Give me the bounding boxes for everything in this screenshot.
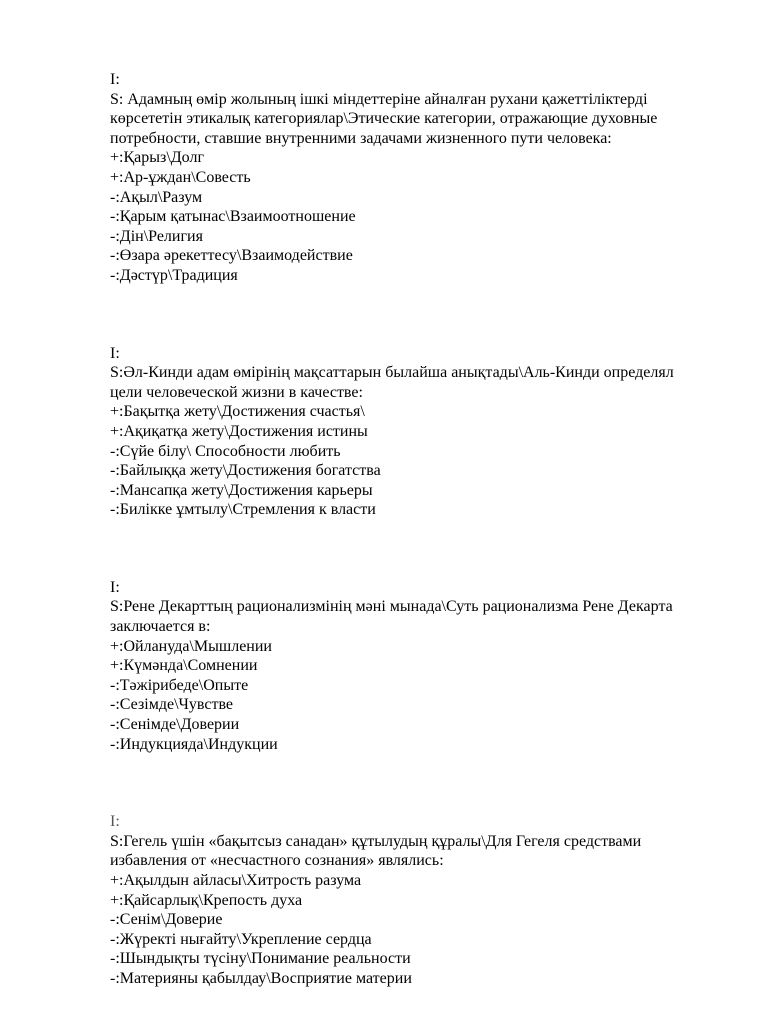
document-page: [110, 70, 710, 989]
question-block-3: [110, 578, 710, 754]
question-marker: I:: [110, 71, 120, 88]
answer-option-incorrect: -:Өзара әрекеттесу\Взаимодействие: [110, 247, 353, 265]
question-block-1: [110, 70, 710, 286]
answer-option-incorrect: -:Ақыл\Разум: [110, 188, 203, 206]
answer-option-incorrect: -:Материяны қабылдау\Восприятие материи: [110, 969, 412, 987]
answer-option-correct: +:Ойлануда\Мышлении: [110, 637, 272, 655]
answer-option-incorrect: -:Жүректі нығайту\Укрепление сердца: [110, 930, 372, 948]
answer-option-incorrect: -:Сенім\Доверие: [110, 911, 223, 929]
question-marker: I:: [110, 813, 120, 831]
answer-option-incorrect: -:Дін\Религия: [110, 227, 203, 245]
answer-option-correct: +:Бақытқа жету\Достижения счастья\: [110, 403, 365, 421]
question-block-2: [110, 344, 710, 520]
answer-option-incorrect: -:Дәстүр\Традиция: [110, 266, 238, 284]
question-stem: S:Рене Декарттың рационализмінің мәні мынада\Суть рационализма Рене Декарта заключается в:: [110, 598, 673, 636]
answer-option-incorrect: -:Сүйе білу\ Способности любить: [110, 442, 341, 460]
answer-option-incorrect: -:Билікке ұмтылу\Стремления к власти: [110, 501, 376, 519]
answer-option-correct: +:Қайсарлық\Крепость духа: [110, 891, 303, 909]
question-block-4: [110, 812, 710, 988]
answer-option-correct: +:Күмәнда\Сомнении: [110, 657, 258, 675]
question-stem: S:Әл-Кинди адам өмірінің мақсаттарын былайша анықтады\Аль-Кинди определял цели человеческой жизни в качестве:: [110, 364, 674, 401]
answer-option-incorrect: -:Тәжірибеде\Опыте: [110, 676, 249, 694]
answer-option-incorrect: -:Шындықты түсіну\Понимание реальности: [110, 950, 411, 968]
answer-option-correct: +:Қарыз\Долг: [110, 149, 205, 167]
question-stem: S: Адамның өмір жолының ішкі міндеттеріне айналған рухани қажеттіліктерді көрсететін этикалық категориялар\Этические категории, отражающие духовные потребности, ставшие внутренними задачами жизненного пути человека:: [110, 90, 658, 147]
answer-option-incorrect: -:Сенімде\Доверии: [110, 716, 240, 734]
answer-option-correct: +:Ақиқатқа жету\Достижения истины: [110, 422, 368, 440]
question-stem: S:Гегель үшін «бақытсыз санадан» құтылудың құралы\Для Гегеля средствами избавления от «несчастного сознания» являлись:: [110, 832, 642, 870]
answer-option-correct: +:Ар-ұждан\Совесть: [110, 168, 251, 186]
answer-option-incorrect: -:Мансапқа жету\Достижения карьеры: [110, 481, 373, 499]
question-marker: I:: [110, 578, 120, 596]
answer-option-incorrect: -:Индукцияда\Индукции: [110, 735, 278, 753]
answer-option-correct: +:Ақылдын айласы\Хитрость разума: [110, 872, 362, 889]
answer-option-incorrect: -:Байлыққа жету\Достижения богатства: [110, 462, 381, 480]
question-marker: I:: [110, 344, 120, 362]
answer-option-incorrect: -:Қарым қатынас\Взаимоотношение: [110, 208, 356, 226]
answer-option-incorrect: -:Сезімде\Чувстве: [110, 696, 234, 714]
